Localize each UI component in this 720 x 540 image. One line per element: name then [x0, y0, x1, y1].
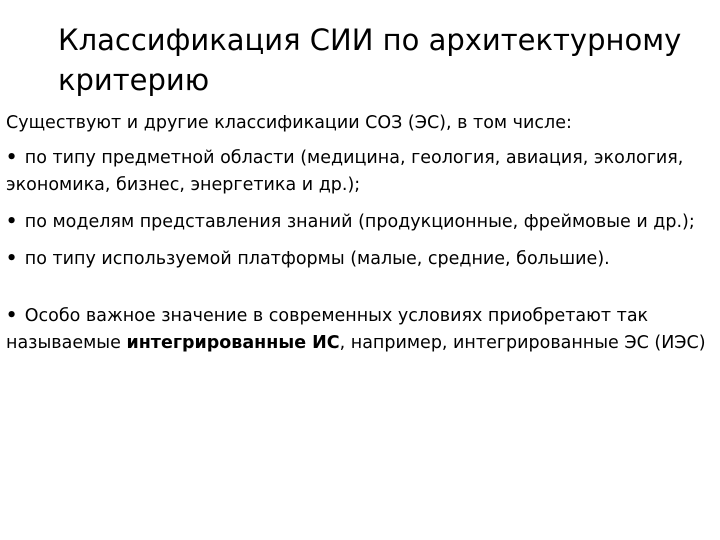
- bullet-text: по типу предметной области (медицина, геология, авиация, экология, экономика, бизнес, энергетика и др.);: [6, 148, 684, 195]
- intro-text: Существуют и другие классификации СОЗ (ЭС), в том числе:: [6, 113, 572, 133]
- bullet-item: [6, 246, 710, 273]
- bullet-icon: •: [6, 249, 18, 269]
- bullet-item: [6, 145, 710, 199]
- bullet-icon: •: [6, 212, 18, 232]
- bullet-text-before: Особо важное значение в современных условиях приобретают так называемые: [6, 306, 649, 353]
- bullet-list: [6, 145, 710, 357]
- bullet-text-bold: интегрированные ИС: [126, 333, 340, 353]
- bullet-item: [6, 209, 710, 236]
- bullet-icon: •: [6, 148, 18, 168]
- bullet-item: [6, 303, 710, 357]
- bullet-text: по типу используемой платформы (малые, средние, большие).: [24, 249, 610, 269]
- bullet-icon: •: [6, 306, 18, 326]
- slide-body: [6, 110, 710, 367]
- slide-title: Классификация СИИ по архитектурному критерию: [58, 23, 682, 97]
- bullet-text: по моделям представления знаний (продукционные, фреймовые и др.);: [24, 212, 695, 232]
- bullet-text-after: , например, интегрированные ЭС (ИЭС): [339, 333, 706, 353]
